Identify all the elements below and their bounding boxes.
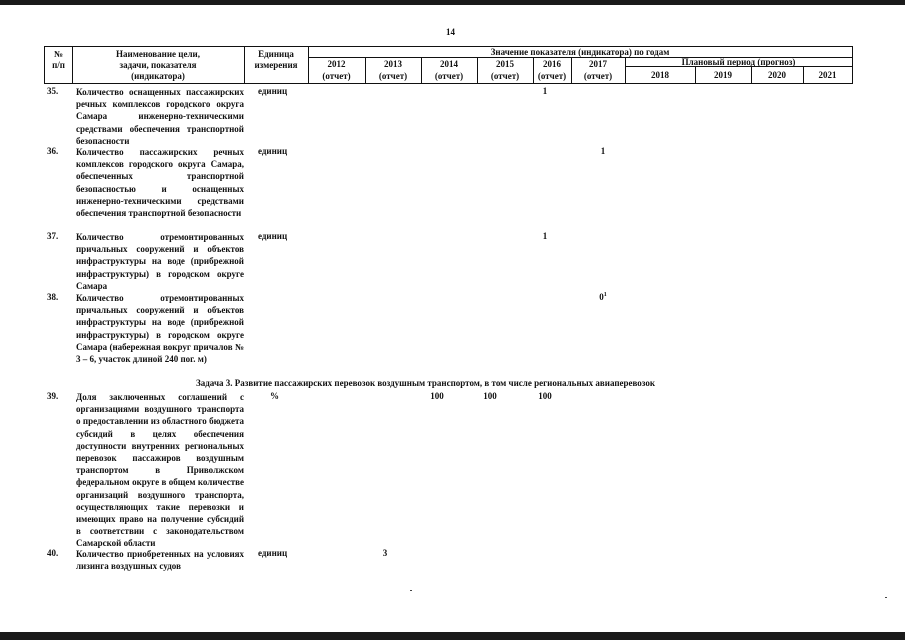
scan-bottom-edge — [0, 632, 905, 640]
header-num-label-1: № — [53, 49, 64, 59]
task-3-heading: Задача 3. Развитие пассажирских перевозок воздушным транспортом, в том числе региональных авиаперевозок — [196, 378, 656, 388]
header-year-2016: 2016 — [543, 59, 561, 69]
scan-speck — [410, 590, 412, 591]
row-number: 40. — [47, 548, 59, 558]
row-value: 0 — [599, 292, 604, 302]
row-number: 38. — [47, 292, 59, 302]
row-indicator-name: Количество отремонтированных причальных сооружений и объектов инфраструктуры на воде (прибрежной инфраструктуры) в городском округе Самара (набережная вокруг причалов № 3 – 6, участок длиной 240 пог. м) — [76, 293, 244, 365]
header-unit-label-1: Единица — [258, 49, 294, 59]
header-year-2012: 2012 — [327, 59, 346, 69]
row-unit: единиц — [258, 146, 288, 156]
footnote-mark: 1 — [603, 292, 607, 298]
scan-speck — [885, 597, 887, 598]
row-unit: единиц — [258, 548, 288, 558]
row-value-2016: 100 — [538, 391, 552, 401]
header-num-label-2: п/п — [52, 60, 65, 70]
header-year-2012-note: (отчет) — [322, 71, 351, 81]
header-values-label: Значение показателя (индикатора) по годам — [490, 47, 670, 57]
row-unit: % — [270, 391, 279, 401]
row-value-2016: 1 — [542, 231, 548, 241]
header-year-2016-note: (отчет) — [537, 71, 567, 81]
header-year-2014: 2014 — [440, 59, 458, 69]
row-value-2014: 100 — [430, 391, 444, 401]
header-year-2018: 2018 — [651, 70, 669, 80]
header-year-2014-note: (отчет) — [434, 71, 464, 81]
row-indicator-name: Количество приобретенных на условиях лизинга воздушных судов — [76, 549, 244, 572]
row-number: 36. — [47, 146, 59, 156]
header-year-2013: 2013 — [384, 59, 402, 69]
page-number: 14 — [446, 27, 455, 37]
scan-top-edge — [0, 0, 905, 5]
table-header — [44, 46, 853, 84]
header-year-2013-note: (отчет) — [378, 71, 408, 81]
row-number: 35. — [47, 86, 59, 96]
row-indicator-name: Доля заключенных соглашений с организациями воздушного транспорта о предоставлении из областного бюджета субсидий в целях обеспечения доступности внутренних региональных перевозок пассажиров воздушным транспортом в Приволжском федеральном округе в общем количестве организаций воздушного транспорта, осуществляющих такие перевозки и имеющих право на получение субсидий в соответствии с законодательством Самарской области — [76, 392, 244, 549]
header-name-label-2: задачи, показателя — [119, 60, 197, 70]
row-unit: единиц — [258, 86, 288, 96]
row-value-2017: 1 — [600, 146, 606, 156]
row-indicator-name: Количество оснащенных пассажирских речных комплексов городского округа Самара инженерно-техническими средствами обеспечения транспортной безопасности — [76, 87, 244, 146]
header-year-2019: 2019 — [714, 70, 732, 80]
header-name-label-3: (индикатора) — [131, 71, 185, 81]
row-unit: единиц — [258, 231, 288, 241]
header-year-2017-note: (отчет) — [583, 71, 613, 81]
row-value-2016: 1 — [542, 86, 548, 96]
row-number: 39. — [47, 391, 59, 401]
header-year-2017: 2017 — [589, 59, 607, 69]
header-unit-label-2: измерения — [254, 60, 298, 70]
header-year-2020: 2020 — [768, 70, 786, 80]
row-value-2013: 3 — [382, 548, 388, 558]
row-number: 37. — [47, 231, 59, 241]
row-value-2017 — [578, 292, 628, 302]
row-indicator-name: Количество пассажирских речных комплексов городского округа Самара, обеспеченных транспортной безопасностью и оснащенных инженерно-техническими средствами обеспечения транспортной безопасности — [76, 147, 244, 219]
header-planned-label: Плановый период (прогноз) — [681, 57, 796, 67]
header-year-2015: 2015 — [496, 59, 514, 69]
header-name-label-1: Наименование цели, — [116, 49, 200, 59]
row-value-2015: 100 — [483, 391, 497, 401]
header-year-2021: 2021 — [818, 70, 837, 80]
row-indicator-name: Количество отремонтированных причальных сооружений и объектов инфраструктуры на воде (прибрежной инфраструктуры) в городском округе Самара — [76, 232, 244, 291]
header-year-2015-note: (отчет) — [490, 71, 520, 81]
